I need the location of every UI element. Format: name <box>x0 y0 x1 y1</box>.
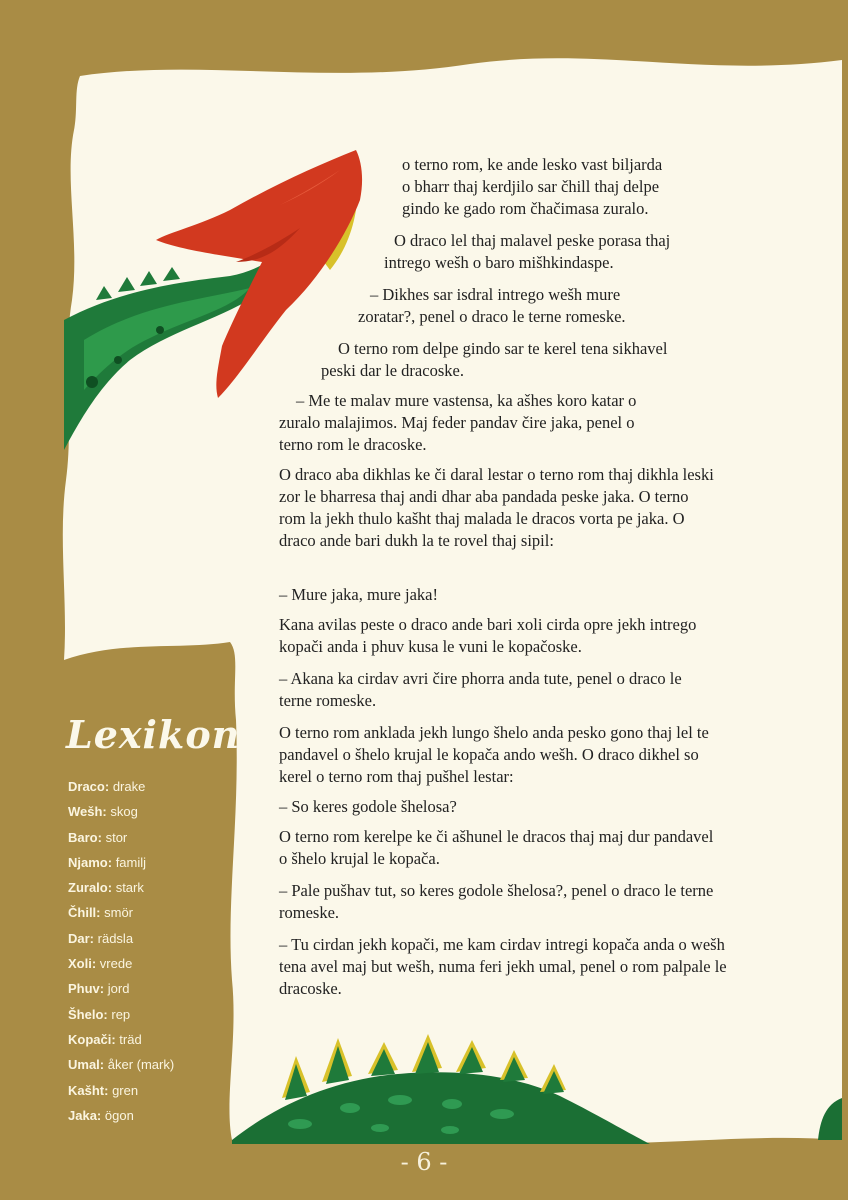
lexikon-translation: stor <box>105 829 128 845</box>
lexikon-entry <box>68 930 174 955</box>
story-paragraph: – So keres godole šhelosa? <box>279 797 457 816</box>
story-line: peski dar le dracoske. <box>321 361 464 380</box>
lexikon-term: Zuralo: <box>68 880 113 896</box>
story-line: intrego wešh o baro mišhkindaspe. <box>384 253 614 272</box>
story-paragraph: O terno rom anklada jekh lungo šhelo anda pesko gono thaj lel te pandavel o šhelo krujal le kopača ando wešh. O draco dikhel so kerel o terno rom thaj pušhel lestar: <box>279 723 709 786</box>
story-paragraph: – Akana ka cirdav avri čire phorra anda tute, penel o draco le terne romeske. <box>279 669 682 710</box>
lexikon-entry <box>68 1031 174 1056</box>
lexikon-translation: rädsla <box>97 930 134 946</box>
lexikon-term: Xoli: <box>68 956 97 972</box>
story-line: gindo ke gado rom čhačimasa zuralo. <box>402 199 649 218</box>
story-paragraph: O draco aba dikhlas ke či daral lestar o terno rom thaj dikhla leski zor le bharresa thaj andi dhar aba pandada peske jaka. O terno rom la jekh thulo kašht thaj malada le dracos vorta pe jaka. O draco ande bari dukh la te rovel thaj sipil: <box>279 465 714 550</box>
lexikon-entry <box>68 1006 174 1031</box>
lexikon-term: Kašht: <box>68 1082 109 1098</box>
lexikon-entry <box>68 854 174 879</box>
story-line: O terno rom delpe gindo sar te kerel tena sikhavel <box>338 339 668 358</box>
lexikon-term: Baro: <box>68 829 102 845</box>
story-line: zoratar?, penel o draco le terne romeske. <box>358 307 626 326</box>
lexikon-entry <box>68 778 174 803</box>
story-line: – Dikhes sar isdral intrego wešh mure <box>370 285 621 304</box>
lexikon-translation: jord <box>107 981 130 997</box>
lexikon-entry <box>68 879 174 904</box>
lexikon-translation: rep <box>111 1006 131 1022</box>
lexikon-translation: gren <box>112 1082 139 1098</box>
lexikon-translation: vrede <box>99 956 133 972</box>
lexikon-entry <box>68 803 174 828</box>
lexikon-translation: smör <box>104 905 134 921</box>
lexikon-entry <box>68 1107 174 1132</box>
story-line: – Me te malav mure vastensa, ka ašhes koro katar o <box>296 391 637 410</box>
lexikon-translation: åker (mark) <box>107 1057 175 1073</box>
lexikon-entry <box>68 829 174 854</box>
lexikon-translation: stark <box>115 880 144 896</box>
lexikon-term: Draco: <box>68 779 110 794</box>
story-line: zuralo malajimos. Maj feder pandav čire jaka, penel o <box>279 413 635 432</box>
story-line: O draco lel thaj malavel peske porasa thaj <box>394 231 671 250</box>
page-number: - 6 - <box>400 1148 448 1176</box>
lexikon-term: Dar: <box>68 930 95 946</box>
lexikon-term: Umal: <box>68 1057 105 1073</box>
lexikon-term: Njamo: <box>68 854 113 870</box>
lexikon-entry <box>68 955 174 980</box>
lexikon-entry <box>68 980 174 1005</box>
lexikon-title: Lexikon <box>66 712 241 757</box>
lexikon-term: Kopači: <box>68 1031 116 1047</box>
lexikon-term: Wešh: <box>68 804 107 820</box>
story-paragraph: – Mure jaka, mure jaka! <box>279 585 438 604</box>
story-paragraph: O terno rom kerelpe ke či ašhunel le dracos thaj maj dur pandavel o šhelo krujal le kopača. <box>279 827 714 868</box>
story-line: o bharr thaj kerdjilo sar čhill thaj delpe <box>402 177 660 196</box>
lexikon-entry <box>68 1082 174 1107</box>
lexikon-list <box>68 778 174 1132</box>
lexikon-translation: ögon <box>104 1107 134 1123</box>
lexikon-translation: skog <box>110 804 138 820</box>
story-line: o terno rom, ke ande lesko vast biljarda <box>402 155 663 174</box>
lexikon-translation: drake <box>112 779 146 794</box>
lexikon-term: Šhelo: <box>68 1006 108 1022</box>
story-paragraph: Kana avilas peste o draco ande bari xoli cirda opre jekh intrego kopači anda i phuv kusa le vuni le kopačoske. <box>279 615 697 656</box>
lexikon-entry <box>68 1056 174 1081</box>
lexikon-entry <box>68 904 174 929</box>
lexikon-term: Jaka: <box>68 1107 102 1123</box>
story-line: terno rom le dracoske. <box>279 435 427 454</box>
lexikon-translation: familj <box>115 854 147 870</box>
lexikon-translation: träd <box>119 1031 142 1047</box>
story-paragraph: – Pale pušhav tut, so keres godole šhelosa?, penel o draco le terne romeske. <box>279 881 714 922</box>
story-paragraph: – Tu cirdan jekh kopači, me kam cirdav intregi kopača anda o wešh tena avel maj but wešh, numa feri jekh umal, penel o rom palpale le dracoske. <box>279 935 727 998</box>
lexikon-term: Čhill: <box>68 905 101 921</box>
lexikon-term: Phuv: <box>68 981 105 997</box>
